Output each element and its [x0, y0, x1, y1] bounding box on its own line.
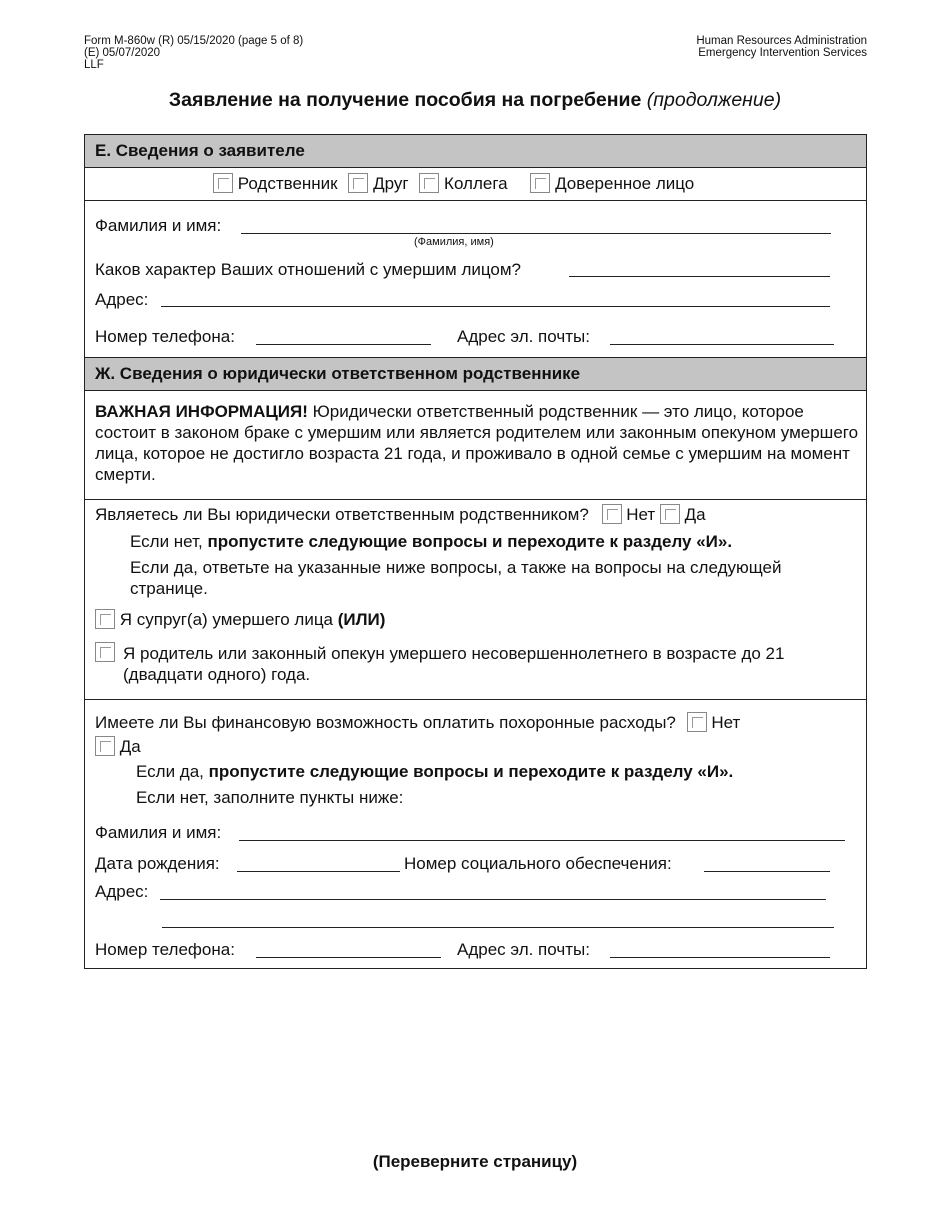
if-yes-instruction: Если да, ответьте на указанные ниже вопросы, а также на вопросы на следующей странице.: [130, 558, 782, 598]
financial-yes-checkbox[interactable]: [95, 736, 115, 756]
applicant-name-hint: (Фамилия, имя): [414, 236, 494, 248]
relative-email-input[interactable]: [610, 957, 830, 958]
relative-email-label: Адрес эл. почты:: [457, 940, 590, 959]
spouse-option: [95, 609, 385, 630]
form-language-code: LLF: [84, 59, 104, 71]
section-e-heading: E. Сведения о заявителе: [85, 135, 866, 167]
form-number: Form M-860w (R) 05/15/2020 (page 5 of 8): [84, 35, 304, 47]
parent-label: Я родитель или законный опекун умершего несовершеннолетнего в возрасте до 21 (двадцати одного) года.: [123, 644, 785, 684]
spouse-checkbox[interactable]: [95, 609, 115, 629]
applicant-address-label: Адрес:: [95, 290, 149, 309]
legal-relative-yes-checkbox[interactable]: [660, 504, 680, 524]
agency-division: Emergency Intervention Services: [698, 47, 867, 59]
if-no-instruction: [130, 532, 732, 552]
important-info: [95, 401, 860, 485]
divider: [85, 200, 866, 201]
applicant-address-input[interactable]: [161, 306, 830, 307]
financial-no-label: Нет: [711, 713, 741, 732]
divider: [85, 699, 866, 700]
important-info-title: ВАЖНАЯ ИНФОРМАЦИЯ!: [95, 402, 308, 421]
applicant-name-input[interactable]: [241, 233, 831, 234]
legal-relative-question: [95, 504, 706, 525]
financial-if-yes-prefix: Если да,: [136, 762, 204, 781]
form-edition: (E) 05/07/2020: [84, 47, 161, 59]
relationship-label: Каков характер Ваших отношений с умершим лицом?: [95, 260, 522, 279]
relative-address-label: Адрес:: [95, 882, 149, 901]
parent-checkbox-wrap: [95, 642, 115, 663]
divider: [85, 390, 866, 391]
relative-address-input-line2[interactable]: [162, 927, 834, 928]
applicant-phone-label: Номер телефона:: [95, 327, 235, 346]
turn-page-note: (Переверните страницу): [372, 1152, 578, 1171]
legal-relative-yes-label: Да: [684, 505, 706, 524]
legal-relative-question-text: Являетесь ли Вы юридически ответственным родственником?: [95, 505, 589, 524]
applicant-phone-input[interactable]: [256, 344, 431, 345]
legal-relative-no-checkbox[interactable]: [602, 504, 622, 524]
spouse-label: Я супруг(а) умершего лица: [119, 610, 334, 629]
financial-if-no: Если нет, заполните пункты ниже:: [136, 788, 404, 807]
financial-question-text: Имеете ли Вы финансовую возможность оплатить похоронные расходы?: [95, 713, 676, 732]
relative-phone-label: Номер телефона:: [95, 940, 235, 959]
dob-label: Дата рождения:: [95, 854, 220, 873]
applicant-email-label: Адрес эл. почты:: [457, 327, 590, 346]
divider: [85, 499, 866, 500]
financial-if-yes: [136, 762, 733, 782]
form-frame: [84, 134, 867, 969]
divider: [85, 167, 866, 168]
if-no-skip: пропустите следующие вопросы и переходите к разделу «И».: [207, 532, 733, 551]
proxy-label: Доверенное лицо: [555, 174, 695, 193]
parent-checkbox[interactable]: [95, 642, 115, 662]
friend-checkbox[interactable]: [348, 173, 368, 193]
agency-name: Human Resources Administration: [696, 35, 867, 47]
relative-label: Родственник: [237, 174, 338, 193]
spouse-or: (ИЛИ): [337, 610, 386, 629]
ssn-input[interactable]: [704, 871, 830, 872]
legal-relative-no-label: Нет: [626, 505, 656, 524]
agency-header: [696, 35, 867, 59]
relative-name-input[interactable]: [239, 840, 845, 841]
financial-yes-label: Да: [119, 737, 141, 756]
relation-options: [213, 173, 694, 194]
page-title-main: Заявление на получение пособия на погребение: [168, 89, 642, 111]
page-title: [0, 89, 950, 112]
relative-address-input[interactable]: [160, 899, 826, 900]
relative-name-label: Фамилия и имя:: [95, 823, 222, 842]
applicant-name-label: Фамилия и имя:: [95, 216, 222, 235]
page-title-suffix: (продолжение): [646, 89, 782, 111]
section-zh-heading: Ж. Сведения о юридически ответственном родственнике: [85, 358, 866, 390]
relationship-input[interactable]: [569, 276, 830, 277]
colleague-label: Коллега: [444, 174, 508, 193]
if-no-prefix: Если нет,: [130, 532, 203, 551]
friend-label: Друг: [373, 174, 409, 193]
important-info-text: Юридически ответственный родственник — это лицо, которое состоит в законом браке с умершим или является родителем или законным опекуном умершего лица, которое не достигло возраста 21 года, и проживало в одной семье с умершим на момент смерти.: [95, 402, 859, 484]
financial-if-yes-skip: пропустите следующие вопросы и переходите к разделу «И».: [208, 762, 734, 781]
financial-no-checkbox[interactable]: [687, 712, 707, 732]
financial-question: [95, 712, 835, 757]
ssn-label: Номер социального обеспечения:: [404, 854, 672, 873]
applicant-email-input[interactable]: [610, 344, 834, 345]
colleague-checkbox[interactable]: [419, 173, 439, 193]
proxy-checkbox[interactable]: [530, 173, 550, 193]
dob-input[interactable]: [237, 871, 400, 872]
relative-phone-input[interactable]: [256, 957, 441, 958]
form-id-header: [84, 35, 303, 71]
relative-checkbox[interactable]: [213, 173, 233, 193]
